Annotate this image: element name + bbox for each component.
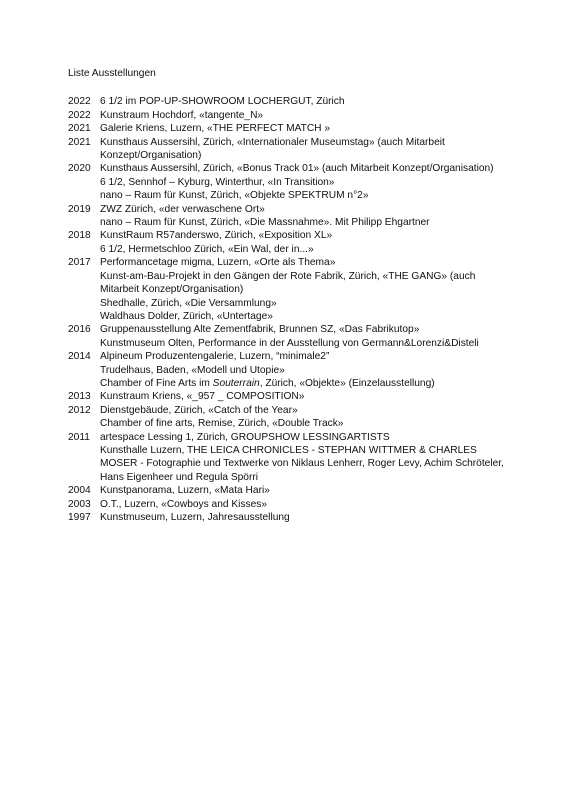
exhibition-item: Trudelhaus, Baden, «Modell und Utopie»: [100, 364, 285, 376]
exhibition-item-text: Chamber of Fine Arts im: [100, 377, 213, 389]
exhibition-item: Alpineum Produzentengalerie, Luzern, “minimale2”: [100, 351, 330, 363]
exhibition-year: 2016: [68, 324, 91, 336]
exhibition-year: 1997: [68, 512, 91, 523]
exhibition-item: KunstRaum R57anderswo, Zürich, «Exposition XL»: [100, 230, 333, 242]
exhibition-entry: [68, 431, 508, 485]
exhibition-item: artespace Lessing 1, Zürich, GROUPSHOW LESSINGARTISTS: [100, 431, 390, 443]
exhibition-item: Gruppenausstellung Alte Zementfabrik, Brunnen SZ, «Das Fabrikutop»: [100, 324, 420, 336]
exhibition-items: [100, 350, 508, 390]
exhibition-entry: [68, 511, 508, 524]
exhibition-year: 2011: [68, 431, 90, 443]
exhibition-year: 2021: [68, 136, 91, 148]
exhibition-items: [100, 498, 508, 511]
exhibition-item: Dienstgebäude, Zürich, «Catch of the Year»: [100, 404, 298, 416]
exhibition-entry: [68, 203, 508, 230]
exhibition-year: 2022: [68, 96, 91, 108]
exhibition-year: 2019: [68, 203, 91, 215]
exhibition-item: 6 1/2, Hermetschloo Zürich, «Ein Wal, der in...»: [100, 243, 314, 255]
exhibition-items: [100, 431, 508, 485]
exhibition-entry: [68, 484, 508, 497]
exhibition-items: [100, 122, 508, 135]
exhibition-items: [100, 390, 508, 403]
exhibition-item: Kunstmuseum, Luzern, Jahresausstellung: [100, 512, 290, 523]
exhibition-item: Kunsthaus Aussersihl, Zürich, «Internationaler Museumstag» (auch Mitarbeit Konzept/Organisation): [100, 136, 445, 162]
exhibition-items: [100, 256, 508, 323]
exhibition-entry: [68, 229, 508, 256]
document-page: [68, 67, 508, 524]
exhibition-list: [68, 95, 508, 524]
exhibition-item: Kunsthaus Aussersihl, Zürich, «Bonus Track 01» (auch Mitarbeit Konzept/Organisation): [100, 163, 494, 175]
exhibition-entry: [68, 323, 508, 350]
exhibition-items: [100, 511, 508, 524]
exhibition-item: nano – Raum für Kunst, Zürich, «Objekte SPEKTRUM n°2»: [100, 190, 369, 202]
exhibition-items: [100, 109, 508, 122]
exhibition-year: 2022: [68, 109, 91, 121]
exhibition-item: 6 1/2 im POP-UP-SHOWROOM LOCHERGUT, Zürich: [100, 96, 345, 108]
exhibition-item: Chamber of fine arts, Remise, Zürich, «Double Track»: [100, 418, 344, 430]
exhibition-entry: [68, 350, 508, 390]
exhibition-entry: [68, 404, 508, 431]
exhibition-items: [100, 323, 508, 350]
exhibition-year: 2020: [68, 163, 91, 175]
exhibition-item: Waldhaus Dolder, Zürich, «Untertage»: [100, 310, 273, 322]
exhibition-year: 2013: [68, 391, 91, 403]
exhibition-year: 2004: [68, 485, 91, 497]
exhibition-item: Galerie Kriens, Luzern, «THE PERFECT MATCH »: [100, 123, 331, 135]
exhibition-entry: [68, 122, 508, 135]
exhibition-item: 6 1/2, Sennhof – Kyburg, Winterthur, «In Transition»: [100, 176, 335, 188]
exhibition-entry: [68, 498, 508, 511]
exhibition-entry: [68, 256, 508, 323]
exhibition-items: [100, 404, 508, 431]
exhibition-items: [100, 136, 508, 163]
document-title: Liste Ausstellungen: [68, 68, 156, 79]
exhibition-year: 2003: [68, 498, 91, 510]
exhibition-items: [100, 484, 508, 497]
exhibition-entry: [68, 162, 508, 202]
exhibition-items: [100, 162, 508, 202]
exhibition-year: 2021: [68, 123, 91, 135]
exhibition-entry: [68, 95, 508, 108]
exhibition-item: Kunstpanorama, Luzern, «Mata Hari»: [100, 485, 270, 497]
exhibition-item-text: , Zürich, «Objekte» (Einzelausstellung): [259, 377, 435, 389]
exhibition-entry: [68, 390, 508, 403]
exhibition-items: [100, 203, 508, 230]
exhibition-items: [100, 95, 508, 108]
exhibition-item: Kunstmuseum Olten, Performance in der Ausstellung von Germann&Lorenzi&Disteli: [100, 337, 479, 349]
exhibition-item: Kunst-am-Bau-Projekt in den Gängen der Rote Fabrik, Zürich, «THE GANG» (auch Mitarbeit Konzept/Organisation): [100, 270, 476, 296]
exhibition-year: 2018: [68, 230, 91, 242]
exhibition-year: 2014: [68, 351, 91, 363]
exhibition-item: Kunstraum Hochdorf, «tangente_N»: [100, 109, 264, 121]
exhibition-item-italic: Souterrain: [212, 377, 260, 389]
exhibition-entry: [68, 109, 508, 122]
exhibition-item: O.T., Luzern, «Cowboys and Kisses»: [100, 498, 268, 510]
exhibition-item: Kunsthalle Luzern, THE LEICA CHRONICLES - STEPHAN WITTMER & CHARLES MOSER - Fotographie und Textwerke von Niklaus Lenherr, Roger Levy, Achim Schröteler, Hans Eigenheer und Regula Spörri: [100, 444, 504, 483]
exhibition-entry: [68, 136, 508, 163]
exhibition-item: nano – Raum für Kunst, Zürich, «Die Massnahme». Mit Philipp Ehgartner: [100, 217, 430, 229]
exhibition-item: Performancetage migma, Luzern, «Orte als Thema»: [100, 257, 336, 269]
exhibition-item: ZWZ Zürich, «der verwaschene Ort»: [100, 203, 265, 215]
exhibition-item: Kunstraum Kriens, «_957 _ COMPOSITION»: [100, 391, 305, 403]
exhibition-year: 2017: [68, 257, 91, 269]
exhibition-item: [100, 377, 508, 390]
exhibition-items: [100, 229, 508, 256]
exhibition-year: 2012: [68, 404, 91, 416]
exhibition-item: Shedhalle, Zürich, «Die Versammlung»: [100, 297, 277, 309]
